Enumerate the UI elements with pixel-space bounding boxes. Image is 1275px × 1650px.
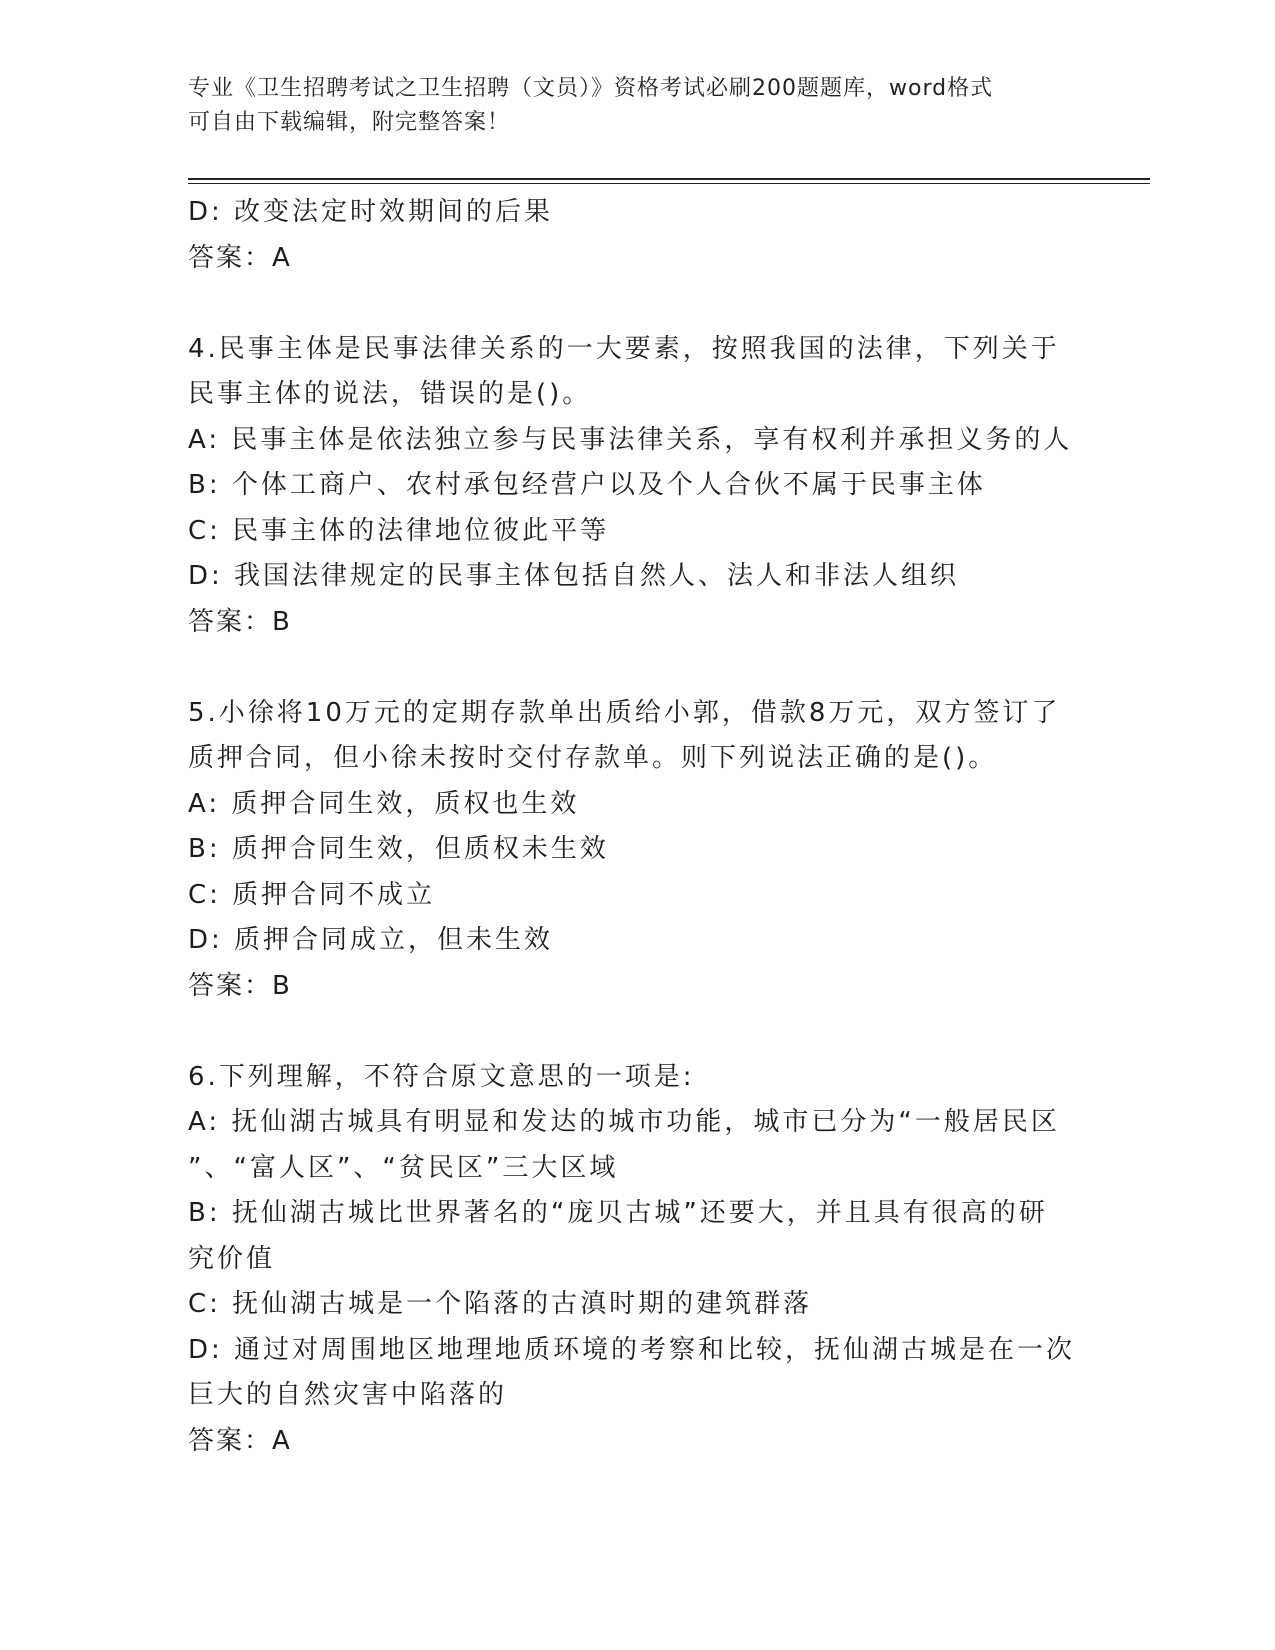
option-b-continued: 究价值: [188, 1243, 276, 1274]
page-header: [188, 72, 1088, 140]
question-stem-line: 5.小徐将10万元的定期存款单出质给小郭，借款8万元，双方签订了: [188, 697, 1061, 728]
header-divider-thick: [188, 178, 1150, 180]
prev-question-answer: 答案：A: [188, 242, 292, 273]
question-4: [188, 327, 1088, 646]
spacer: [188, 1009, 1088, 1055]
option-c: C: 质押合同不成立: [188, 879, 436, 910]
header-title-line-2: 可自由下载编辑，附完整答案！: [188, 110, 511, 135]
spacer: [188, 281, 1088, 327]
question-5: [188, 691, 1088, 1010]
option-d-continued: 巨大的自然灾害中陷落的: [188, 1380, 508, 1410]
prev-question-option-d: D: 改变法定时效期间的后果: [188, 197, 554, 227]
option-a-continued: ”、“富人区”、“贫民区”三大区域: [188, 1152, 619, 1183]
option-c: C: 抚仙湖古城是一个陷落的古滇时期的建筑群落: [188, 1289, 813, 1319]
option-d: D: 通过对周围地区地理地质环境的考察和比较，抚仙湖古城是在一次: [188, 1334, 1076, 1365]
question-stem-line: 质押合同，但小徐未按时交付存款单。则下列说法正确的是()。: [188, 743, 998, 773]
header-title-line-1: 专业《卫生招聘考试之卫生招聘（文员）》资格考试必刷200题题库，word格式: [188, 76, 994, 101]
question-stem-line: 4.民事主体是民事法律关系的一大要素，按照我国的法律，下列关于: [188, 333, 1060, 364]
spacer: [188, 645, 1088, 691]
answer: 答案：B: [188, 970, 292, 1001]
answer: 答案：A: [188, 1425, 292, 1456]
question-stem-line: 6.下列理解，不符合原文意思的一项是:: [188, 1061, 695, 1092]
option-a: A: 质押合同生效，质权也生效: [188, 788, 580, 819]
question-6: [188, 1055, 1088, 1465]
option-d: D: 质押合同成立，但未生效: [188, 925, 554, 955]
option-a: A: 抚仙湖古城具有明显和发达的城市功能，城市已分为“一般居民区: [188, 1107, 1060, 1137]
question-stem-line: 民事主体的说法，错误的是()。: [188, 379, 592, 409]
option-c: C: 民事主体的法律地位彼此平等: [188, 515, 610, 546]
option-b: B: 质押合同生效，但质权未生效: [188, 834, 609, 864]
header-divider-thin: [188, 183, 1150, 184]
option-d: D: 我国法律规定的民事主体包括自然人、法人和非法人组织: [188, 561, 960, 591]
option-a: A: 民事主体是依法独立参与民事法律关系，享有权利并承担义务的人: [188, 424, 1073, 455]
answer: 答案：B: [188, 606, 292, 637]
option-b: B: 抚仙湖古城比世界著名的“庞贝古城”还要大，并且具有很高的研: [188, 1198, 1048, 1228]
option-b: B: 个体工商户、农村承包经营户以及个人合伙不属于民事主体: [188, 470, 986, 500]
question-list: [188, 190, 1088, 1464]
